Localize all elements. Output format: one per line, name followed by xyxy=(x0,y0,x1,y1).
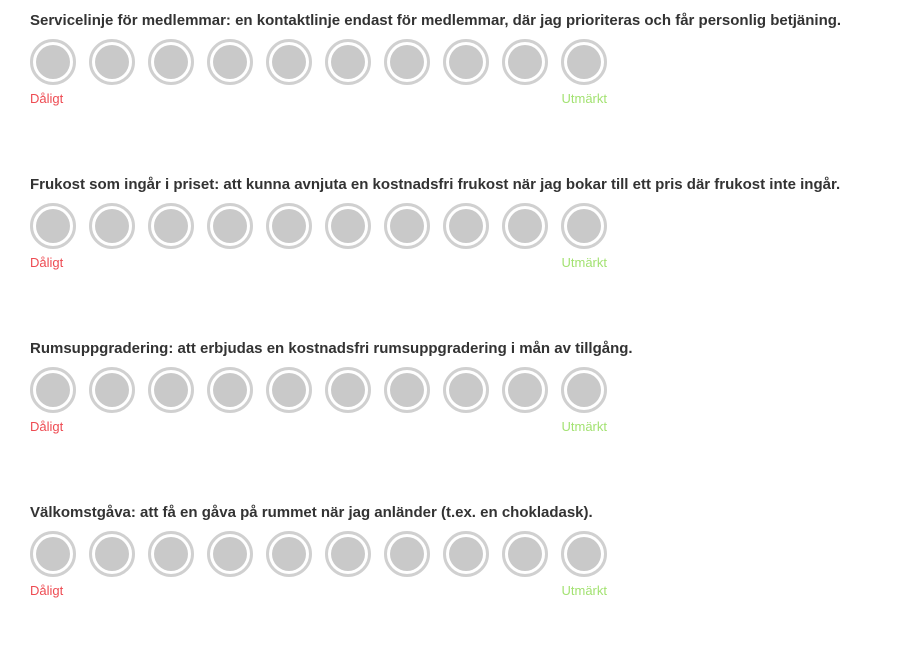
rating-option-fill xyxy=(508,537,542,571)
question-title: Frukost som ingår i priset: att kunna avnjuta en kostnadsfri frukost när jag bokar till ett pris där frukost inte ingår. xyxy=(30,176,841,193)
rating-option[interactable] xyxy=(266,203,312,249)
rating-option-fill xyxy=(449,537,483,571)
scale-max-label: Utmärkt xyxy=(561,419,607,434)
rating-option[interactable] xyxy=(325,531,371,577)
rating-option-fill xyxy=(95,537,129,571)
rating-option[interactable] xyxy=(325,39,371,85)
rating-option-fill xyxy=(154,209,188,243)
rating-option[interactable] xyxy=(89,531,135,577)
rating-option-fill xyxy=(567,45,601,79)
rating-option[interactable] xyxy=(266,39,312,85)
scale-min-label: Dåligt xyxy=(30,583,64,598)
scale-labels xyxy=(30,419,607,434)
rating-option[interactable] xyxy=(148,367,194,413)
rating-option-fill xyxy=(390,209,424,243)
rating-option[interactable] xyxy=(207,367,253,413)
rating-option[interactable] xyxy=(30,203,76,249)
rating-option-fill xyxy=(508,209,542,243)
question-block xyxy=(30,10,870,106)
scale-labels xyxy=(30,91,607,106)
rating-option-fill xyxy=(508,45,542,79)
rating-option-fill xyxy=(390,373,424,407)
scale-max-label: Utmärkt xyxy=(561,255,607,270)
rating-option[interactable] xyxy=(384,203,430,249)
rating-option[interactable] xyxy=(502,203,548,249)
rating-option-fill xyxy=(213,209,247,243)
rating-option[interactable] xyxy=(561,203,607,249)
rating-option[interactable] xyxy=(325,203,371,249)
scale-min-label: Dåligt xyxy=(30,419,64,434)
rating-option-fill xyxy=(272,45,306,79)
rating-option[interactable] xyxy=(561,531,607,577)
rating-scale xyxy=(30,367,870,413)
rating-option-fill xyxy=(331,209,365,243)
rating-option-fill xyxy=(567,537,601,571)
rating-option-fill xyxy=(272,373,306,407)
rating-option[interactable] xyxy=(266,367,312,413)
rating-option-fill xyxy=(36,45,70,79)
rating-option[interactable] xyxy=(148,203,194,249)
rating-option[interactable] xyxy=(89,39,135,85)
rating-option-fill xyxy=(213,45,247,79)
rating-option[interactable] xyxy=(148,39,194,85)
rating-option[interactable] xyxy=(502,531,548,577)
rating-option-fill xyxy=(390,537,424,571)
rating-option-fill xyxy=(449,373,483,407)
scale-min-label: Dåligt xyxy=(30,91,64,106)
question-title: Välkomstgåva: att få en gåva på rummet när jag anländer (t.ex. en chokladask). xyxy=(30,504,593,521)
rating-option[interactable] xyxy=(148,531,194,577)
rating-option[interactable] xyxy=(443,531,489,577)
rating-option[interactable] xyxy=(30,367,76,413)
rating-option-fill xyxy=(154,45,188,79)
rating-option-fill xyxy=(449,45,483,79)
question-title: Servicelinje för medlemmar: en kontaktlinje endast för medlemmar, där jag prioriteras och får personlig betjäning. xyxy=(30,12,842,29)
rating-option[interactable] xyxy=(207,39,253,85)
rating-option[interactable] xyxy=(384,39,430,85)
rating-option-fill xyxy=(213,373,247,407)
rating-option[interactable] xyxy=(207,203,253,249)
rating-option-fill xyxy=(36,537,70,571)
scale-min-label: Dåligt xyxy=(30,255,64,270)
question-block xyxy=(30,338,870,434)
rating-scale xyxy=(30,39,870,85)
rating-option-fill xyxy=(36,209,70,243)
rating-option-fill xyxy=(272,537,306,571)
rating-option-fill xyxy=(331,537,365,571)
rating-option-fill xyxy=(508,373,542,407)
rating-option-fill xyxy=(272,209,306,243)
rating-option-fill xyxy=(390,45,424,79)
rating-option-fill xyxy=(36,373,70,407)
rating-option[interactable] xyxy=(266,531,312,577)
question-block xyxy=(30,502,870,598)
rating-scale xyxy=(30,203,870,249)
rating-option[interactable] xyxy=(384,367,430,413)
rating-option[interactable] xyxy=(325,367,371,413)
scale-max-label: Utmärkt xyxy=(561,91,607,106)
rating-option[interactable] xyxy=(443,203,489,249)
rating-option[interactable] xyxy=(30,531,76,577)
rating-option[interactable] xyxy=(561,367,607,413)
rating-option[interactable] xyxy=(207,531,253,577)
rating-option[interactable] xyxy=(443,367,489,413)
rating-option[interactable] xyxy=(384,531,430,577)
rating-option-fill xyxy=(95,373,129,407)
rating-option[interactable] xyxy=(30,39,76,85)
rating-option[interactable] xyxy=(89,203,135,249)
rating-option-fill xyxy=(449,209,483,243)
scale-max-label: Utmärkt xyxy=(561,583,607,598)
rating-option-fill xyxy=(331,373,365,407)
rating-option[interactable] xyxy=(502,367,548,413)
scale-labels xyxy=(30,583,607,598)
rating-option[interactable] xyxy=(443,39,489,85)
rating-option-fill xyxy=(567,209,601,243)
rating-option-fill xyxy=(154,537,188,571)
rating-option[interactable] xyxy=(89,367,135,413)
scale-labels xyxy=(30,255,607,270)
rating-option[interactable] xyxy=(561,39,607,85)
rating-option-fill xyxy=(154,373,188,407)
question-title: Rumsuppgradering: att erbjudas en kostnadsfri rumsuppgradering i mån av tillgång. xyxy=(30,340,633,357)
rating-option-fill xyxy=(95,209,129,243)
rating-option-fill xyxy=(567,373,601,407)
rating-scale xyxy=(30,531,870,577)
rating-option-fill xyxy=(331,45,365,79)
rating-option-fill xyxy=(213,537,247,571)
rating-option[interactable] xyxy=(502,39,548,85)
rating-option-fill xyxy=(95,45,129,79)
question-block xyxy=(30,174,870,270)
